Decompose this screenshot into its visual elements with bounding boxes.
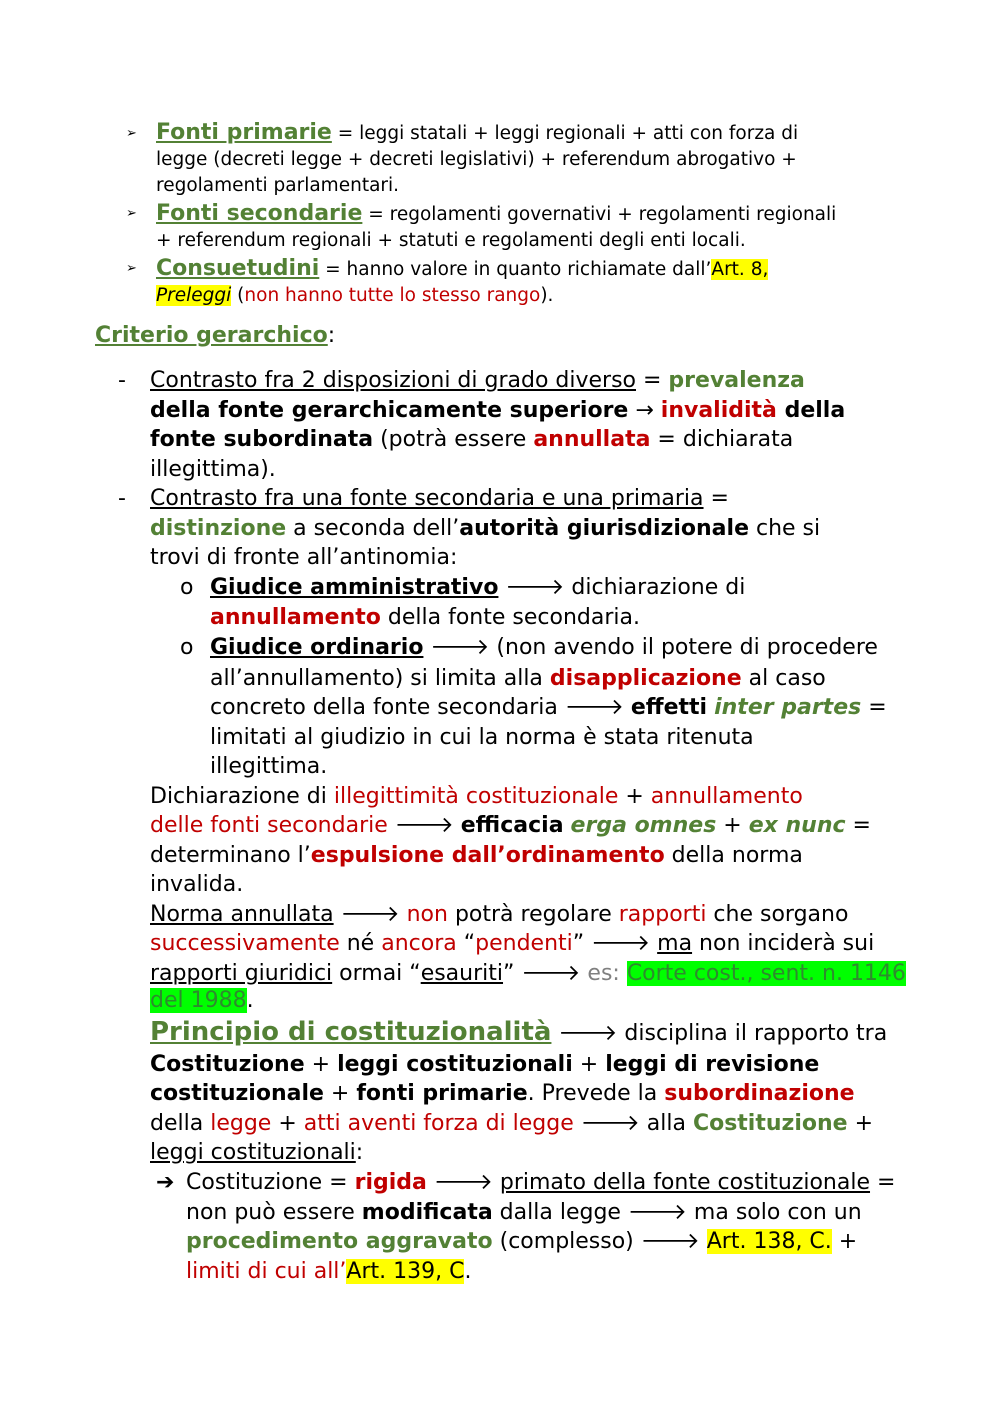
text: atti aventi forza di legge [303, 1111, 574, 1136]
norma-line2 [150, 929, 874, 959]
text: Giudice ordinario [210, 635, 424, 660]
text: (potrà essere [373, 427, 534, 452]
text: non inciderà sui [692, 931, 875, 956]
dash1-line2 [150, 396, 845, 426]
bullet-fonti-secondarie-line1 [156, 201, 836, 228]
text: distinzione [150, 516, 287, 541]
term-consuetudini: Consuetudini [156, 256, 320, 281]
arrow-bullet-icon: ➔ [156, 1170, 175, 1195]
text: = [845, 813, 871, 838]
principio-heading: Principio di costituzionalità [150, 1017, 552, 1047]
dash-marker: - [118, 368, 126, 393]
highlight-art8: Art. 8, [711, 259, 769, 280]
text: prevalenza [668, 368, 805, 393]
text: : [327, 323, 336, 348]
text: = [636, 368, 669, 393]
text: inter partes [714, 695, 862, 720]
text: + [271, 1111, 304, 1136]
text: rapporti [618, 902, 707, 927]
text: autorità giurisdizionale [459, 516, 749, 541]
text: rapporti giuridici [150, 961, 333, 986]
text: . [464, 1259, 472, 1284]
text: 🡒 alla [573, 1111, 693, 1136]
arrow-item-line4 [186, 1257, 471, 1287]
text: della fonte gerarchicamente superiore [150, 398, 629, 423]
highlight-art138: Art. 138, C. [706, 1229, 832, 1254]
text: = leggi statali + leggi regionali + atti con forza di [331, 123, 799, 144]
text: ). [540, 285, 554, 306]
text: = hanno valore in quanto richiamate dall’ [319, 259, 712, 280]
sub1-line2 [210, 603, 640, 633]
dash2-line2 [150, 514, 820, 544]
text: ma [657, 931, 693, 956]
text: fonte subordinata [150, 427, 374, 452]
text: esauriti [420, 961, 504, 986]
text: Contrasto fra 2 disposizioni di grado diverso [150, 368, 636, 393]
principio-line2 [150, 1050, 819, 1080]
text: Giudice amministrativo [210, 575, 499, 600]
text: . [246, 988, 254, 1013]
text: che si [749, 516, 821, 541]
norma-line4 [150, 986, 254, 1016]
text: leggi di revisione [605, 1052, 820, 1077]
text: costituzionale [150, 1081, 324, 1106]
principio-line3 [150, 1079, 855, 1109]
norma-line1 [150, 900, 848, 930]
text: (complesso) 🡒 [492, 1229, 707, 1254]
bullet-consuetudini-line1 [156, 256, 768, 283]
text: ancora [381, 931, 457, 956]
sub2-line2 [210, 664, 826, 694]
dash1-line3 [150, 425, 793, 455]
text: ( [231, 285, 245, 306]
text: primato della fonte costituzionale [499, 1170, 871, 1195]
text: = [703, 486, 729, 511]
dash-marker: - [118, 486, 126, 511]
principio-line4 [150, 1109, 873, 1139]
bullet-fonti-primarie-line2: legge (decreti legge + decreti legislativi) + referendum abrogativo + [156, 149, 797, 170]
criterio-heading [95, 321, 335, 351]
text: leggi costituzionali [150, 1140, 356, 1165]
highlight-preleggi: Preleggi [156, 285, 232, 306]
text: Contrasto fra una fonte secondaria e una primaria [150, 486, 704, 511]
text: + [323, 1081, 357, 1106]
text: + [831, 1229, 858, 1254]
text: 🡒 [426, 1170, 500, 1195]
text: concreto della fonte secondaria 🡒 [210, 695, 631, 720]
text: successivamente [150, 931, 340, 956]
text: illegittimità costituzionale [333, 784, 619, 809]
text: invalidità [660, 398, 777, 423]
text: = [861, 695, 887, 720]
bullet-arrow-icon: ➢ [126, 261, 137, 276]
text: né [339, 931, 382, 956]
text: dalla legge 🡒 ma solo con un [492, 1200, 862, 1225]
text: potrà regolare [447, 902, 619, 927]
dash2-line1 [150, 484, 729, 514]
text: della [150, 1111, 211, 1136]
highlight-sentenza: Corte cost., sent. n. 1146 [626, 961, 906, 986]
bullet-arrow-icon: ➢ [126, 206, 137, 221]
sub-marker: o [180, 635, 194, 660]
text: procedimento aggravato [186, 1229, 493, 1254]
principio-line5 [150, 1138, 363, 1168]
text: al caso [741, 666, 826, 691]
text: = regolamenti governativi + regolamenti regionali [362, 204, 837, 225]
text: all’annullamento) si limita alla [210, 666, 550, 691]
text: non hanno tutte lo stesso rango [244, 285, 541, 306]
bullet-arrow-icon: ➢ [126, 126, 137, 141]
term-fonti-primarie: Fonti primarie [156, 120, 332, 145]
text: ” 🡒 [572, 931, 658, 956]
text: Norma annullata [150, 902, 334, 927]
text: a seconda dell’ [286, 516, 460, 541]
text: delle fonti secondarie [150, 813, 388, 838]
dash1-line4: illegittima). [150, 457, 276, 482]
bullet-consuetudini-line2 [156, 283, 553, 309]
text: non può essere [186, 1200, 362, 1225]
text: Costituzione [150, 1052, 305, 1077]
term-fonti-secondarie: Fonti secondarie [156, 201, 363, 226]
sub2-line4: limitati al giudizio in cui la norma è stata ritenuta [210, 725, 754, 750]
text: che sorgano [706, 902, 849, 927]
text: 🡒 [333, 902, 407, 927]
dich-line1 [150, 782, 803, 812]
text: della fonte secondaria. [380, 605, 640, 630]
text: annullata [533, 427, 651, 452]
sub1-line1 [210, 573, 745, 603]
text: fonti primarie [356, 1081, 528, 1106]
text: 🡒 [387, 813, 461, 838]
text: limiti di cui all’ [186, 1259, 347, 1284]
text: efficacia [460, 813, 564, 838]
text: + [847, 1111, 874, 1136]
text: + [618, 784, 651, 809]
text: ” 🡒 [503, 961, 588, 986]
text: + [304, 1052, 338, 1077]
principio-line1 [150, 1018, 887, 1049]
text: rigida [354, 1170, 427, 1195]
dash1-line1 [150, 366, 805, 396]
text: della [776, 398, 846, 423]
arrow-item-line1 [186, 1168, 895, 1198]
text: + [716, 813, 749, 838]
highlight-art139: Art. 139, C [346, 1259, 465, 1284]
text: disapplicazione [549, 666, 742, 691]
text: 🡒 dichiarazione di [498, 575, 746, 600]
text: = [870, 1170, 896, 1195]
text: espulsione dall’ordinamento [310, 843, 665, 868]
text: es: [587, 961, 627, 986]
text: Criterio gerarchico [95, 323, 328, 348]
text: pendenti [475, 931, 573, 956]
text: erga omnes [570, 813, 717, 838]
text: Costituzione = [186, 1170, 355, 1195]
bullet-fonti-secondarie-line2: + referendum regionali + statuti e regolamenti degli enti locali. [156, 230, 746, 251]
sub-marker: o [180, 575, 194, 600]
text: : [355, 1140, 364, 1165]
text: Costituzione [692, 1111, 848, 1136]
sub2-line1 [210, 633, 878, 663]
text: subordinazione [664, 1081, 855, 1106]
text: annullamento [210, 605, 381, 630]
text: “ [456, 931, 476, 956]
norma-line3 [150, 959, 906, 989]
highlight-sentenza-year: del 1988 [150, 988, 247, 1013]
dich-line4: invalida. [150, 872, 244, 897]
text: ex nunc [748, 813, 846, 838]
text: 🡒 (non avendo il potere di procedere [423, 635, 878, 660]
arrow-item-line3 [186, 1227, 857, 1257]
text: . Prevede la [527, 1081, 665, 1106]
sub2-line5: illegittima. [210, 754, 328, 779]
text: 🡒 disciplina il rapporto tra [551, 1021, 888, 1046]
text: legge [210, 1111, 272, 1136]
text: non [406, 902, 448, 927]
bullet-fonti-primarie-line1 [156, 120, 798, 147]
text: annullamento [650, 784, 803, 809]
text: determinano l’ [150, 843, 311, 868]
bullet-fonti-primarie-line3: regolamenti parlamentari. [156, 175, 400, 196]
text: della norma [664, 843, 803, 868]
text: ormai “ [332, 961, 421, 986]
text: = dichiarata [650, 427, 794, 452]
dich-line2 [150, 811, 871, 841]
text: → [628, 398, 661, 423]
arrow-item-line2 [186, 1198, 862, 1228]
text: + [572, 1052, 606, 1077]
text: modificata [361, 1200, 493, 1225]
dash2-line3: trovi di fronte all’antinomia: [150, 545, 458, 570]
sub2-line3 [210, 693, 887, 723]
dich-line3 [150, 841, 803, 871]
text: leggi costituzionali [337, 1052, 573, 1077]
text: effetti [630, 695, 708, 720]
text: Dichiarazione di [150, 784, 334, 809]
